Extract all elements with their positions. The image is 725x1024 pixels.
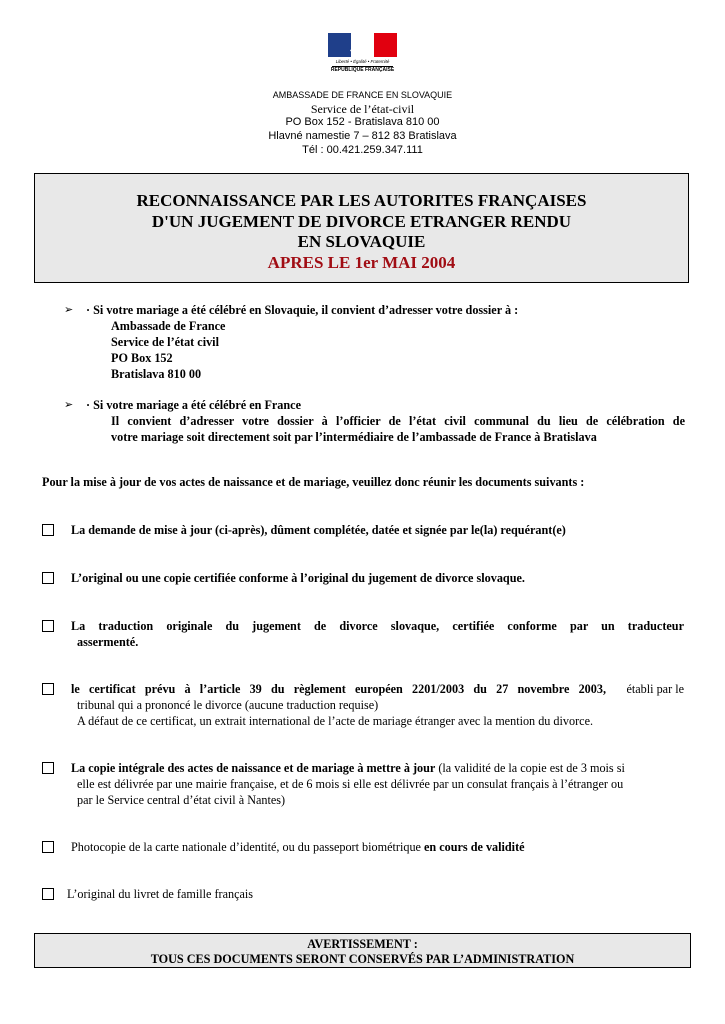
title-line-4: APRES LE 1er MAI 2004 xyxy=(267,253,456,272)
doc-checkbox-6[interactable] xyxy=(42,841,54,853)
marianne-icon xyxy=(346,35,376,55)
republique-logo xyxy=(328,33,397,79)
doc-5-normal: (la validité de la copie est de 3 mois si xyxy=(438,761,625,775)
bullet-2-lead: · Si votre mariage a été célébré en France xyxy=(86,398,302,412)
embassy-name: AMBASSADE DE FRANCE EN SLOVAQUIE xyxy=(272,90,453,100)
warning-box xyxy=(34,933,691,968)
doc-2-text: L’original ou une copie certifiée conforme à l’original du jugement de divorce slovaque. xyxy=(71,571,525,585)
logo-motto: Liberté • Égalité • Fraternité xyxy=(335,59,390,64)
doc-checkbox-1[interactable] xyxy=(42,524,54,536)
doc-3-line-1: La traduction originale du jugement de divorce slovaque, certifiée conforme par un traducteur xyxy=(71,619,684,633)
doc-3-line-2: assermenté. xyxy=(77,635,139,649)
address: Hlavné namestie 7 – 812 83 Bratislava xyxy=(268,130,457,142)
doc-5-bold: La copie intégrale des actes de naissance et de mariage à mettre à jour xyxy=(71,761,436,775)
doc-5-line-2: elle est délivrée par une mairie française, et de 6 mois si elle est délivrée par un consulat français à l’étranger ou xyxy=(77,777,624,791)
doc-5-line-3: par le Service central d’état civil à Nantes) xyxy=(77,793,286,807)
bullet-1-line: Ambassade de France xyxy=(111,319,226,333)
bullet-1-line: Bratislava 810 00 xyxy=(111,367,202,381)
warning-text: TOUS CES DOCUMENTS SERONT CONSERVÉS PAR L’ADMINISTRATION xyxy=(150,952,575,966)
title-line-1: RECONNAISSANCE PAR LES AUTORITES FRANÇAISES xyxy=(136,191,587,210)
title-line-3: EN SLOVAQUIE xyxy=(297,232,426,251)
logo-republic: RÉPUBLIQUE FRANÇAISE xyxy=(330,67,395,73)
intro-text: Pour la mise à jour de vos actes de naissance et de mariage, veuillez donc réunir les documents suivants : xyxy=(42,475,585,489)
doc-6-bold: en cours de validité xyxy=(424,840,525,854)
bullet-1-line: PO Box 152 xyxy=(111,351,173,365)
doc-4-line-2: tribunal qui a prononcé le divorce (aucune traduction requise) xyxy=(77,698,379,712)
title-line-2: D'UN JUGEMENT DE DIVORCE ETRANGER RENDU xyxy=(151,212,572,231)
arrow-bullet-icon: ➢ xyxy=(64,398,74,411)
phone: Tél : 00.421.259.347.111 xyxy=(302,144,423,156)
doc-checkbox-2[interactable] xyxy=(42,572,54,584)
bullet-2-line: Il convient d’adresser votre dossier à l’officier de l’état civil communal du lieu de célébration de xyxy=(111,414,685,428)
arrow-bullet-icon: ➢ xyxy=(64,303,74,316)
service-name: Service de l’état-civil xyxy=(310,102,415,116)
bullet-1-lead: · Si votre mariage a été célébré en Slovaquie, il convient d’adresser votre dossier à : xyxy=(86,303,519,317)
title-box xyxy=(34,173,689,283)
bullet-2-line: votre mariage soit directement soit par l’intermédiaire de l’ambassade de France à Bratislava xyxy=(111,430,597,444)
doc-7-text: L’original du livret de famille français xyxy=(67,887,254,901)
doc-4-bold: le certificat prévu à l’article 39 du règlement européen 2201/2003 du 27 novembre 2003, xyxy=(71,682,606,696)
pobox: PO Box 152 - Bratislava 810 00 xyxy=(285,116,440,128)
doc-6-normal: Photocopie de la carte nationale d’identité, ou du passeport biométrique xyxy=(71,840,421,854)
doc-4-line-3: A défaut de ce certificat, un extrait international de l’acte de mariage étranger avec la mention du divorce. xyxy=(77,714,594,728)
doc-checkbox-4[interactable] xyxy=(42,683,54,695)
doc-5-line-1 xyxy=(71,760,625,776)
doc-checkbox-5[interactable] xyxy=(42,762,54,774)
doc-checkbox-3[interactable] xyxy=(42,620,54,632)
bullet-1-line: Service de l’état civil xyxy=(111,335,219,349)
doc-4-normal: établi par le xyxy=(626,682,684,696)
doc-4-line-1 xyxy=(71,681,684,697)
doc-1-text: La demande de mise à jour (ci-après), dûment complétée, datée et signée par le(la) requérant(e) xyxy=(71,523,566,537)
doc-6-text xyxy=(71,839,525,855)
warning-title: AVERTISSEMENT : xyxy=(307,937,418,951)
doc-checkbox-7[interactable] xyxy=(42,888,54,900)
